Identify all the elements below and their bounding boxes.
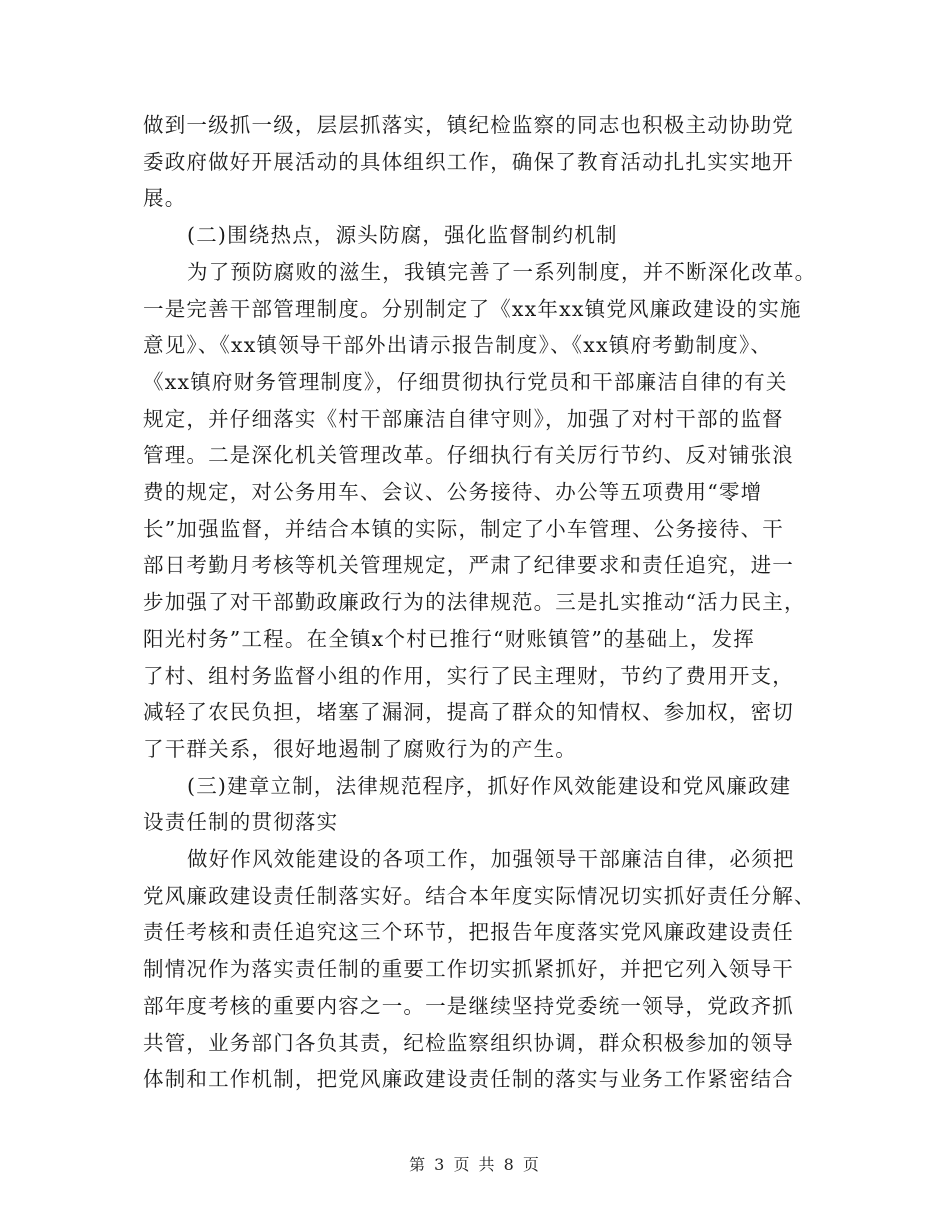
- text-line: 减轻了农民负担，堵塞了漏洞，提高了群众的知情权、参加权，密切: [143, 700, 794, 725]
- text-line: 费的规定，对公务用车、会议、公务接待、办公等五项费用“零增: [143, 480, 763, 504]
- text-line: 阳光村务”工程。在全镇x个村已推行“财账镇管”的基础上，发挥: [143, 626, 756, 651]
- text-line: 做到一级抓一级，层层抓落实，镇纪检监察的同志也积极主动协助党: [143, 113, 794, 137]
- text-line: 共管，业务部门各负其责，纪检监察组织协调，群众积极参加的领导: [143, 1030, 794, 1055]
- text-line: 规定，并仔细落实《村干部廉洁自律守则》，加强了对村干部的监督: [143, 406, 784, 431]
- text-line: 为了预防腐败的滋生，我镇完善了一系列制度，并不断深化改革。: [187, 259, 817, 284]
- text-line: 部日考勤月考核等机关管理规定，严肃了纪律要求和责任追究，进一: [143, 553, 794, 578]
- text-line: 责任考核和责任追究这三个环节，把报告年度落实党风廉政建设责任: [143, 920, 794, 945]
- text-line: (二)围绕热点，源头防腐，强化监督制约机制: [187, 223, 618, 248]
- text-line: 委政府做好开展活动的具体组织工作，确保了教育活动扎扎实实地开: [143, 149, 794, 174]
- page-footer: 第 3 页 共 8 页: [409, 1155, 541, 1174]
- text-line: 步加强了对干部勤政廉政行为的法律规范。三是扎实推动“活力民主，: [143, 590, 806, 615]
- text-line: 一是完善干部管理制度。分别制定了《xx年xx镇党风廉政建设的实施: [143, 296, 802, 321]
- text-line: 展。: [143, 186, 187, 211]
- text-line: 了干群关系，很好地遏制了腐败行为的产生。: [143, 736, 577, 761]
- text-line: 管理。二是深化机关管理改革。仔细执行有关厉行节约、反对铺张浪: [143, 443, 794, 468]
- text-line: 部年度考核的重要内容之一。一是继续坚持党委统一领导，党政齐抓: [143, 993, 794, 1018]
- text-line: 了村、组村务监督小组的作用，实行了民主理财，节约了费用开支，: [143, 663, 794, 688]
- text-line: 长”加强监督，并结合本镇的实际，制定了小车管理、公务接待、干: [143, 516, 784, 541]
- text-line: 体制和工作机制，把党风廉政建设责任制的落实与业务工作紧密结合: [143, 1067, 794, 1092]
- text-line: 党风廉政建设责任制落实好。结合本年度实际情况切实抓好责任分解、: [143, 883, 816, 908]
- text-line: 制情况作为落实责任制的重要工作切实抓紧抓好，并把它列入领导干: [143, 957, 794, 982]
- text-line: 意见》、《xx镇领导干部外出请示报告制度》、《xx镇府考勤制度》、: [143, 333, 773, 358]
- text-line: 《xx镇府财务管理制度》，仔细贯彻执行党员和干部廉洁自律的有关: [143, 369, 788, 394]
- text-line: 设责任制的贯彻落实: [143, 810, 339, 835]
- text-line: (三)建章立制，法律规范程序，抓好作风效能建设和党风廉政建: [187, 773, 792, 798]
- text-line: 做好作风效能建设的各项工作，加强领导干部廉洁自律，必须把: [187, 847, 795, 871]
